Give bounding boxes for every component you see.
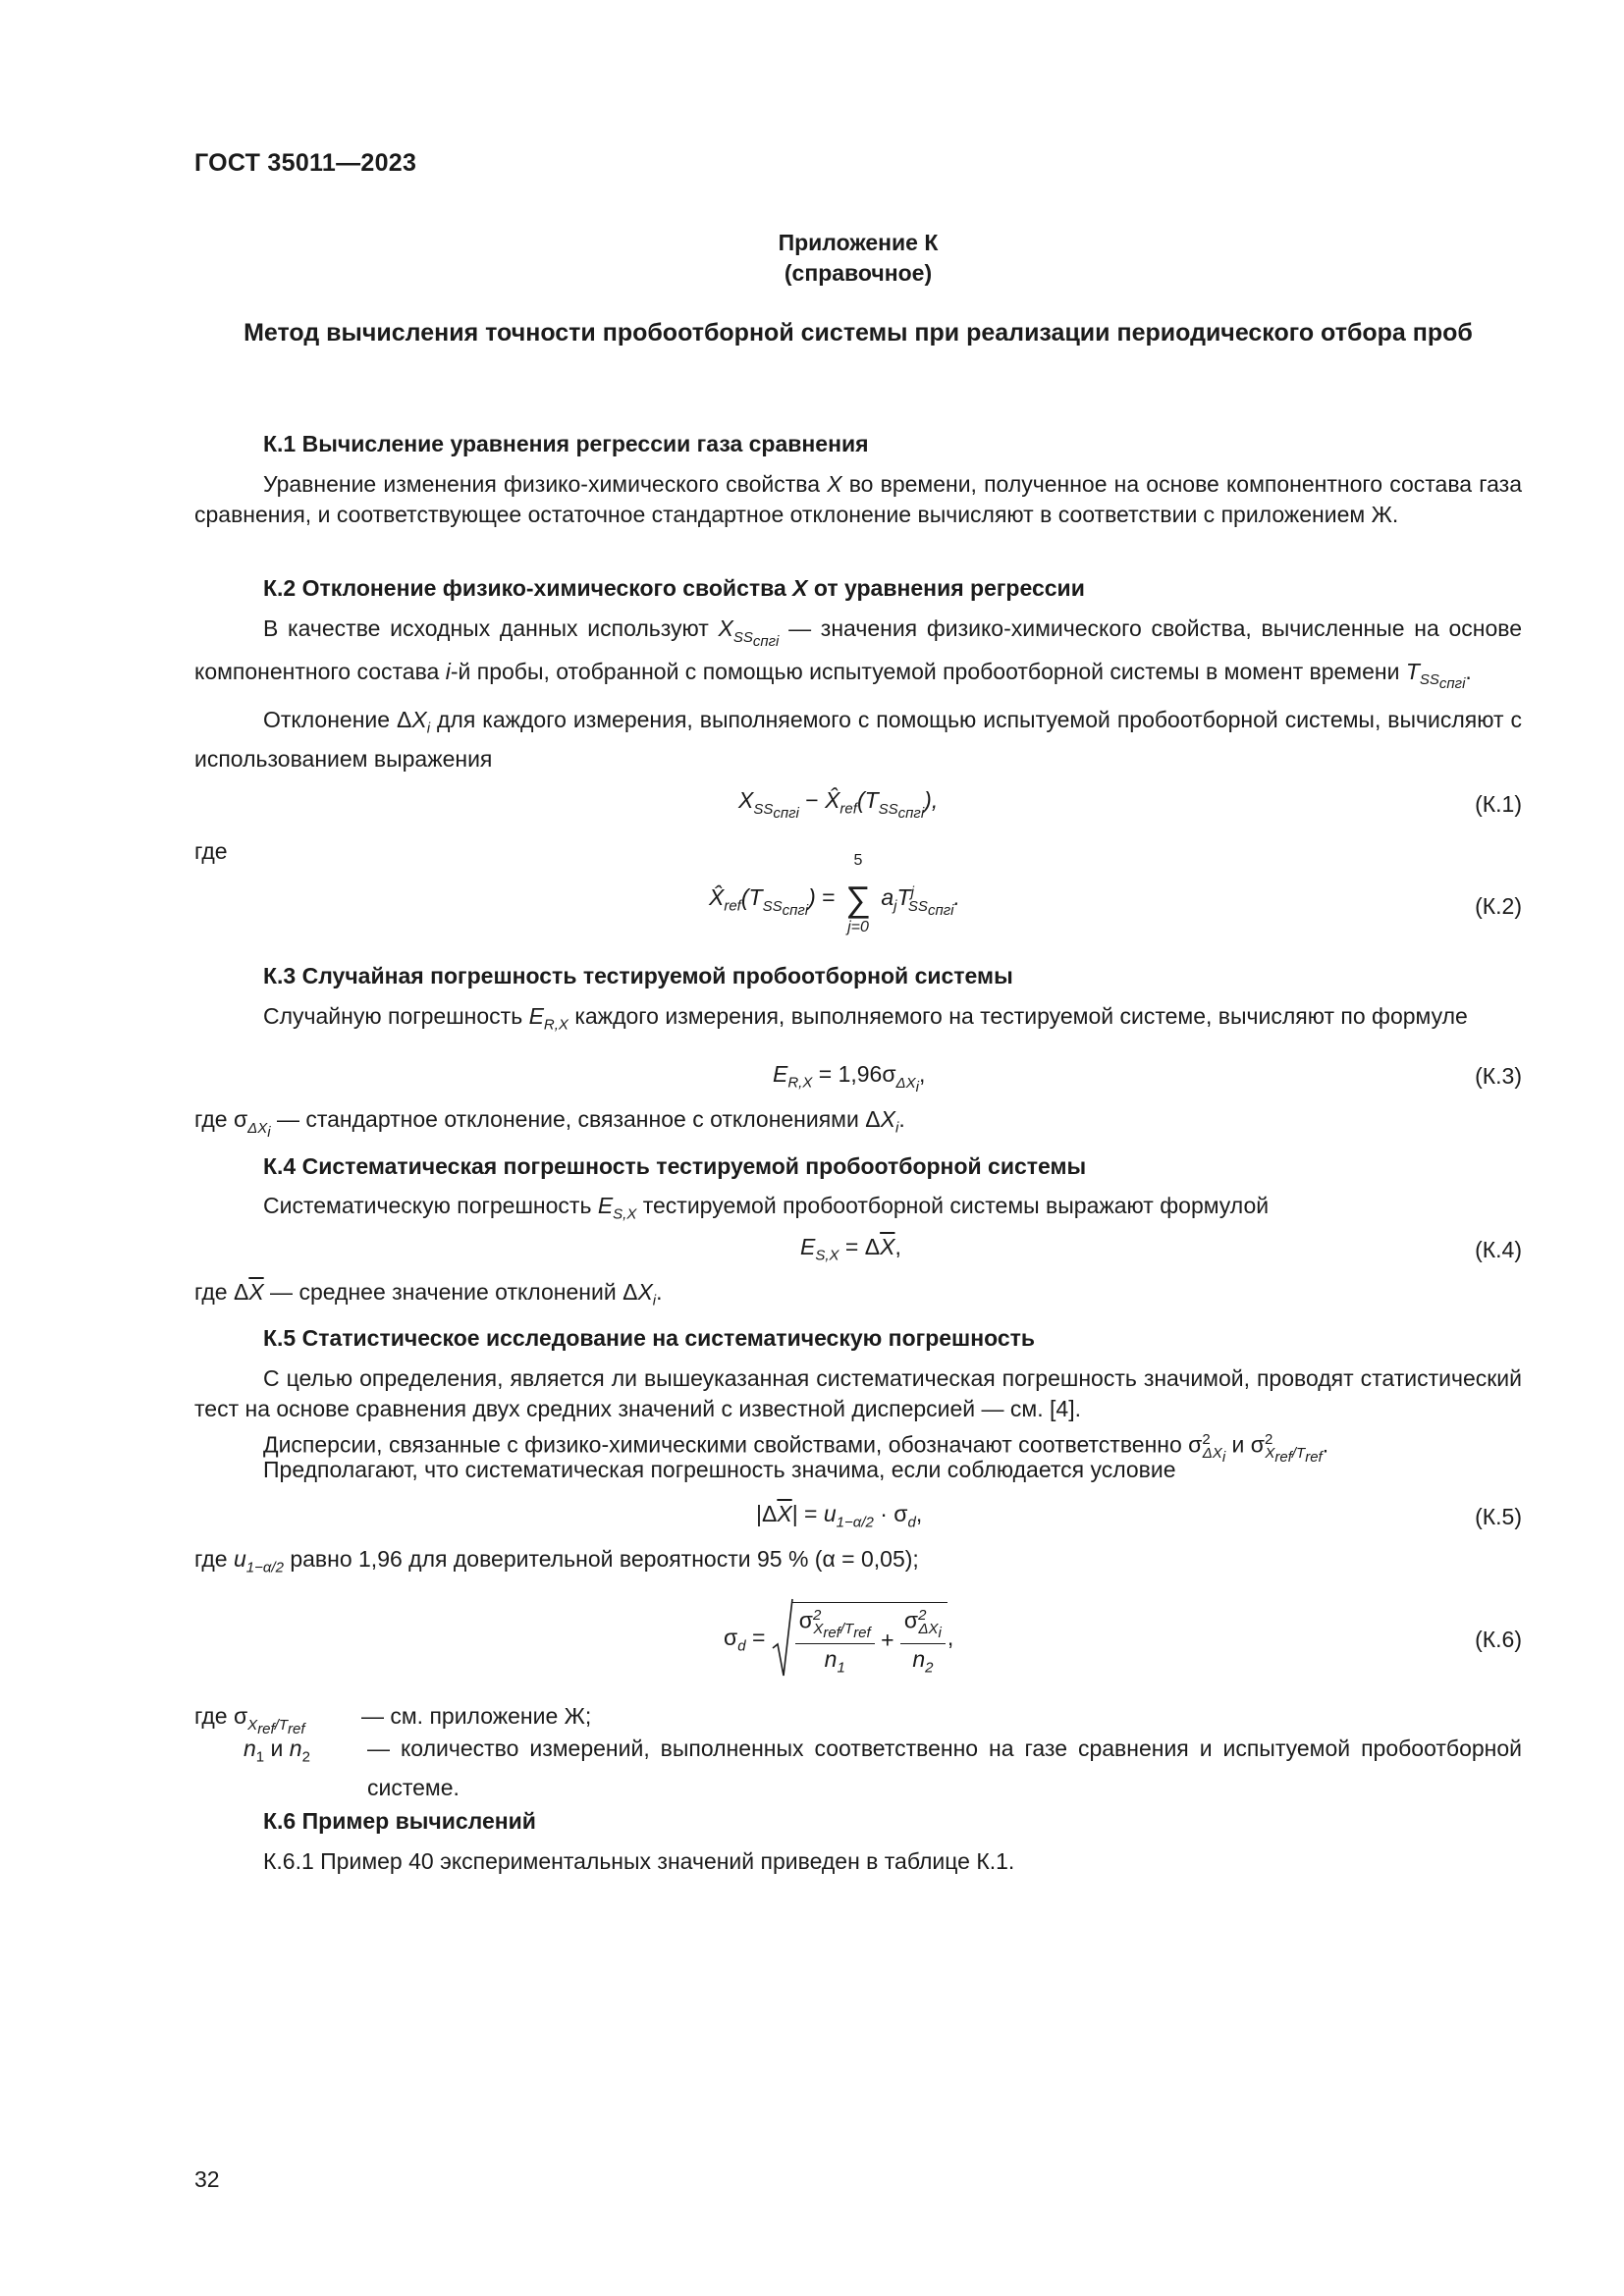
section-k3-paragraph: Случайную погрешность $E_{R,X}$ каждого измерения, выполняемого на тестируемой системе, вычисляют по формуле bbox=[263, 1003, 1468, 1034]
section-k5-heading: К.5 Статистическое исследование на систематическую погрешность bbox=[263, 1325, 1036, 1351]
equation-k4-number: (К.4) bbox=[1475, 1237, 1522, 1262]
section-k5-paragraph-2: Дисперсии, связанные с физико-химическими свойствами, обозначают соответственно $\sigma^2_{\Delta X_i}$ и $\sigma^2_{X_{ref}/T_{ref}}$. bbox=[263, 1431, 1329, 1467]
annex-heading bbox=[194, 228, 1522, 289]
equation-k3: $E_{R,X} = 1,96\sigma_{\Delta X_i}$, bbox=[773, 1061, 926, 1095]
section-k2-paragraph-1: В качестве исходных данных используют $X_{SS_{спгi}}$ — значения физико-химического свойства, вычисленные на основе компонентного состава i-й пробы, отобранной с помощью испытуемой пробоотборной системы в момент времени $T_{SS_{спгi}}$. bbox=[194, 615, 1522, 693]
section-k3-where: где $\sigma_{\Delta X_i}$ — стандартное отклонение, связанное с отклонениями $\Delta X_i$. bbox=[194, 1106, 905, 1141]
equation-k6: $\sigma_d$ = $\frac{\sigma^2_{X_{ref}/T_{ref}}}{n_1}$ + $\frac{\sigma^2_{\Delta X_i}}{n_2}$ , bbox=[724, 1597, 953, 1682]
section-k6-heading: К.6 Пример вычислений bbox=[263, 1808, 536, 1834]
definition-sigma: где $\sigma_{X_{ref}/T_{ref}}—$ см. приложение Ж; bbox=[194, 1703, 592, 1737]
sqrt-sign bbox=[772, 1597, 793, 1682]
document-id: ГОСТ 35011—2023 bbox=[194, 149, 417, 177]
section-k4-where: где $\Delta\overline{X}$ — среднее значение отклонений $\Delta X_i$. bbox=[194, 1279, 663, 1309]
section-k4-heading: К.4 Систематическая погрешность тестируемой пробоотборной системы bbox=[263, 1153, 1087, 1179]
section-k1-heading: К.1 Вычисление уравнения регрессии газа сравнения bbox=[263, 431, 869, 456]
equation-k1-number: (К.1) bbox=[1475, 791, 1522, 817]
definition-n: $n_1$ и $n_2$ — количество измерений, выполненных соответственно на газе сравнения и испытуемой пробоотборной системе. bbox=[244, 1735, 1522, 1800]
section-k3-heading: К.3 Случайная погрешность тестируемой пробоотборной системы bbox=[263, 963, 1013, 988]
where-label: где bbox=[194, 838, 228, 864]
equation-k6-number: (К.6) bbox=[1475, 1627, 1522, 1652]
equation-k5: $|\Delta\overline{X}| = u_{1-\alpha/2} \cdot \sigma_d$, bbox=[756, 1501, 923, 1531]
annex-kind: (справочное) bbox=[784, 260, 933, 286]
section-k5-paragraph-3: Предполагают, что систематическая погрешность значима, если соблюдается условие bbox=[263, 1457, 1176, 1482]
section-k2-heading: К.2 Отклонение физико-химического свойства X от уравнения регрессии bbox=[263, 575, 1085, 601]
equation-k2: $X̂_{ref}(T_{SS_{спгi}})$ = 5 ∑ j=0 $a_jT^j_{SS_{спгi}}$. bbox=[709, 852, 960, 935]
section-k2-paragraph-2: Отклонение $\Delta X_i$ для каждого измерения, выполняемого с помощью испытуемой пробоотборной системы, вычисляют с использованием выражения bbox=[194, 707, 1522, 772]
section-k1-paragraph: Уравнение изменения физико-химического свойства X во времени, полученное на основе компонентного состава газа сравнения, и соответствующее остаточное стандартное отклонение вычисляют в соответствии с приложением Ж. bbox=[194, 471, 1522, 527]
equation-k5-number: (К.5) bbox=[1475, 1504, 1522, 1529]
equation-k4: $E_{S,X} = \Delta\overline{X}$, bbox=[800, 1234, 901, 1264]
annex-label: Приложение К bbox=[778, 230, 939, 255]
section-k4-paragraph: Систематическую погрешность $E_{S,X}$ тестируемой пробоотборной системы выражают формулой bbox=[263, 1193, 1270, 1223]
annex-title: Метод вычисления точности пробоотборной системы при реализации периодического отбора проб bbox=[244, 319, 1473, 347]
section-k6-paragraph: К.6.1 Пример 40 экспериментальных значений приведен в таблице К.1. bbox=[263, 1848, 1015, 1874]
section-k5-paragraph-1: С целью определения, является ли вышеуказанная систематическая погрешность значимой, проводят статистический тест на основе сравнения двух средних значений с известной дисперсией — см. [4]. bbox=[194, 1365, 1522, 1421]
section-k5-where-1: где $u_{1-\alpha/2}$ равно 1,96 для доверительной вероятности 95 % (α = 0,05); bbox=[194, 1546, 919, 1576]
equation-k2-number: (К.2) bbox=[1475, 893, 1522, 919]
equation-k1: $X_{SS_{спгi}}$ − $X̂_{ref}(T_{SS_{спгi}})$, bbox=[738, 787, 939, 822]
equation-k3-number: (К.3) bbox=[1475, 1063, 1522, 1089]
page-number: 32 bbox=[194, 2166, 220, 2192]
